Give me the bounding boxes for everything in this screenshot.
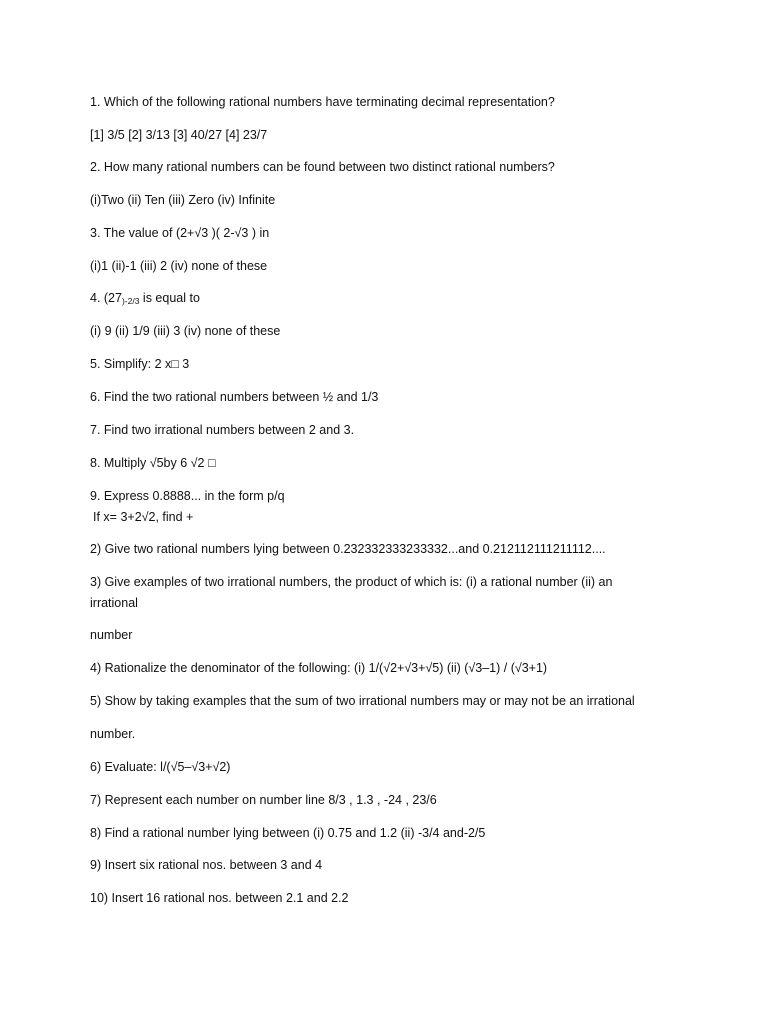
exercise-5-continued: number.: [90, 727, 136, 741]
exercise-2: 2) Give two rational numbers lying between 0.232332333233332...and 0.212112111211112....: [90, 542, 606, 556]
exercise-7: 7) Represent each number on number line 8/3 , 1.3 , -24 , 23/6: [90, 793, 437, 807]
question-2-options: (i)Two (ii) Ten (iii) Zero (iv) Infinite: [90, 193, 276, 207]
question-9: 9. Express 0.8888... in the form p/q: [90, 489, 285, 503]
question-4-exponent: )-2/3: [121, 296, 140, 306]
question-4-suffix: is equal to: [139, 291, 200, 305]
exercise-9: 9) Insert six rational nos. between 3 and 4: [90, 858, 323, 872]
exercise-3: 3) Give examples of two irrational numbers, the product of which is: (i) a rational number (ii) an: [90, 575, 613, 589]
exercise-10: 10) Insert 16 rational nos. between 2.1 and 2.2: [90, 891, 349, 905]
question-2: 2. How many rational numbers can be found between two distinct rational numbers?: [90, 160, 555, 174]
exercise-5: 5) Show by taking examples that the sum of two irrational numbers may or may not be an irrational: [90, 694, 635, 708]
question-1: 1. Which of the following rational numbers have terminating decimal representation?: [90, 95, 555, 109]
exercise-8: 8) Find a rational number lying between (i) 0.75 and 1.2 (ii) -3/4 and-2/5: [90, 826, 486, 840]
question-4-prefix: 4. (27: [90, 291, 122, 305]
question-4-options: (i) 9 (ii) 1/9 (iii) 3 (iv) none of these: [90, 324, 281, 338]
question-4: [90, 290, 200, 307]
question-6: 6. Find the two rational numbers between ½ and 1/3: [90, 390, 379, 404]
question-8: 8. Multiply √5by 6 √2 □: [90, 456, 216, 470]
exercise-3-number: number: [90, 628, 133, 642]
exercise-6: 6) Evaluate: l/(√5–√3+√2): [90, 760, 231, 774]
question-3-options: (i)1 (ii)-1 (iii) 2 (iv) none of these: [90, 259, 268, 273]
question-9-followup: If x= 3+2√2, find +: [93, 510, 194, 524]
question-1-options: [1] 3/5 [2] 3/13 [3] 40/27 [4] 23/7: [90, 128, 268, 142]
exercise-4: 4) Rationalize the denominator of the following: (i) 1/(√2+√3+√5) (ii) (√3–1) / (√3+1): [90, 661, 548, 675]
exercise-3-continued: irrational: [90, 596, 138, 610]
question-5: 5. Simplify: 2 x□ 3: [90, 357, 190, 371]
question-7: 7. Find two irrational numbers between 2 and 3.: [90, 423, 355, 437]
question-3: 3. The value of (2+√3 )( 2-√3 ) in: [90, 226, 270, 240]
